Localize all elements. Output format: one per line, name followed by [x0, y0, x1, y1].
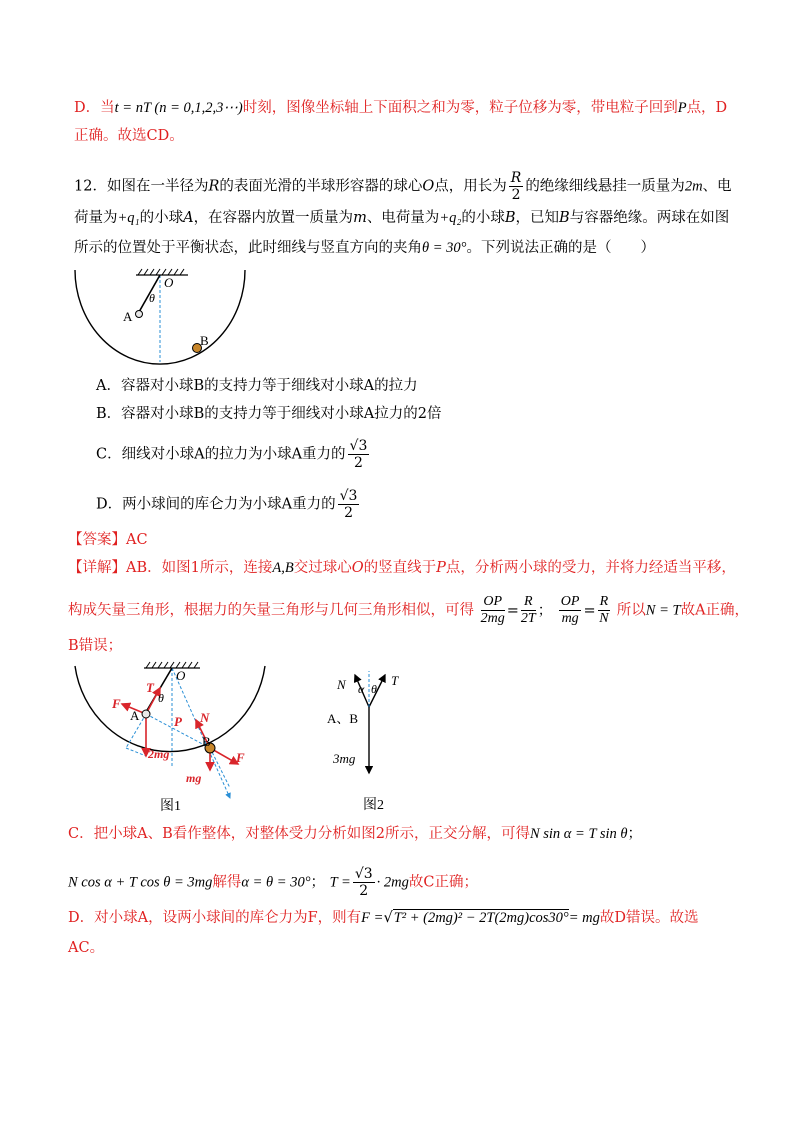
option-d — [96, 488, 361, 521]
equals-sign: = — [583, 602, 596, 619]
part-d-text: 故D错误。故选 — [599, 910, 699, 926]
frac-op-2mg — [481, 594, 505, 627]
q12-line1 — [74, 170, 732, 203]
q12-number: 12． — [74, 178, 107, 195]
detail-text: 的竖直线于 — [363, 560, 437, 576]
part-c-text: 解得 — [212, 874, 242, 891]
part-d-line1 — [68, 908, 698, 928]
fig1-label-f-right: F — [236, 750, 245, 765]
part-c-fraction — [353, 866, 375, 899]
part-c-line1 — [68, 824, 642, 844]
ceiling-hatch — [138, 269, 184, 275]
q12-text: 与容器绝缘。两球在如图 — [569, 210, 730, 226]
label-a: A — [123, 309, 133, 324]
prev-d-formula: t = nT (n = 0,1,2,3⋯) — [114, 100, 243, 116]
fig2-label-ab: A、B — [327, 711, 359, 726]
part-c-eq: T = — [329, 874, 351, 891]
label-b: B — [200, 333, 209, 348]
q12-var: θ = 30° — [422, 240, 467, 256]
detail-text: 交过球心 — [293, 560, 352, 576]
part-d-text: D．对小球A，设两小球间的库仑力为F，则有 — [68, 910, 362, 926]
fig1-ball-a — [142, 710, 150, 718]
option-c — [96, 438, 371, 471]
fig2-label-n: N — [337, 677, 346, 692]
q12-line3 — [74, 238, 655, 258]
prev-d-text: 时刻，图像坐标轴上下面积之和为零，粒子位移为零，带电粒子回到 — [242, 100, 678, 116]
q12-text: 、电荷量为 — [366, 210, 440, 226]
fig1-label-f-left: F — [112, 696, 121, 711]
detail-text: 故A正确， — [680, 602, 750, 619]
fig2-caption: 图2 — [363, 798, 384, 813]
frac-den: 2T — [520, 611, 536, 626]
q12-var: B — [559, 210, 570, 226]
option-c-text: C．细线对小球A的拉力为小球A重力的 — [96, 446, 346, 463]
fig1-label-o: O — [176, 668, 186, 683]
part-c-line2 — [68, 866, 478, 899]
part-d-eq: F = — [361, 910, 384, 926]
frac-r-n — [598, 594, 611, 627]
part-c-text: C．把小球A、B看作整体，对整体受力分析如图2所示，正交分解，可得 — [68, 826, 530, 842]
sqrt-radicand: T² + (2mg)² − 2T(2mg)cos30° — [393, 910, 569, 926]
detail-text: AB．如图1所示，连接 — [126, 560, 273, 576]
detail-var: O — [351, 560, 364, 576]
detail-label: 【详解】 — [68, 560, 126, 576]
q12-text: ，已知 — [515, 210, 560, 226]
frac-num: R — [510, 170, 522, 186]
part-d-eq: = mg — [568, 910, 600, 926]
q12-text: 。下列说法正确的是（ ） — [466, 240, 655, 256]
prev-d-tail: 点，D — [686, 100, 728, 116]
q12-text: 的绝缘细线悬挂一质量为 — [525, 178, 685, 195]
option-c-fraction — [348, 438, 370, 471]
frac-num: OP — [481, 594, 505, 611]
frac-r-2t — [521, 594, 536, 627]
q12-fraction — [509, 170, 524, 203]
fig1-force-arrows — [122, 688, 238, 770]
sqrt-expression: √T² + (2mg)² − 2T(2mg)cos30° — [383, 910, 569, 926]
frac-op-mg — [559, 594, 582, 627]
q12-var: R — [208, 178, 220, 195]
answer-label: 【答案】 — [68, 532, 126, 548]
detail-text: 所以 — [616, 602, 646, 619]
q12-line2 — [74, 208, 729, 228]
detail-text: 点，分析两小球的受力，并将力经适当平移， — [445, 560, 736, 576]
q12-text: 点，用长为 — [434, 178, 507, 195]
part-c-eq: · 2mg — [376, 874, 409, 891]
answer-line — [68, 530, 148, 550]
q12-text: ，在容器内放置一质量为 — [193, 210, 354, 226]
detail-line1 — [68, 558, 736, 578]
fig2-label-t: T — [391, 673, 399, 688]
part-c-eq: N sin α = T sin θ — [529, 826, 628, 842]
q12-text: 的小球 — [461, 210, 505, 226]
label-theta: θ — [149, 291, 155, 305]
frac-num: √3 — [354, 866, 373, 882]
q12-var: A — [183, 210, 194, 226]
detail-var: A,B — [272, 560, 294, 576]
q12-text: 的小球 — [139, 210, 184, 226]
frac-den: N — [599, 611, 609, 626]
frac-den: 2 — [354, 455, 363, 471]
option-d-text: D．两小球间的库仑力为小球A重力的 — [96, 496, 336, 513]
q12-var: B — [504, 210, 516, 226]
fig2-label-theta: θ — [371, 682, 377, 696]
frac-num: R — [521, 594, 536, 611]
option-b: B．容器对小球B的支持力等于细线对小球A拉力的2倍 — [96, 406, 442, 422]
prev-d-line1 — [74, 98, 727, 118]
frac-den: 2 — [511, 187, 521, 203]
fig1-label-2mg: 2mg — [148, 747, 170, 761]
part-d-line2: AC。 — [68, 940, 105, 956]
ball-a — [136, 311, 143, 318]
option-d-fraction — [338, 488, 360, 521]
part-c-text: 故C正确； — [408, 874, 479, 891]
part-c-text: ； — [627, 826, 643, 842]
q12-var: +q₂ — [439, 210, 462, 226]
q12-text: 的表面光滑的半球形容器的球心 — [219, 178, 423, 195]
q12-text: 荷量为 — [74, 210, 118, 226]
frac-den: 2mg — [480, 611, 505, 626]
frac-num: OP — [560, 594, 580, 609]
q12-var: O — [422, 178, 435, 195]
fig1-dashed-lines — [126, 668, 230, 798]
fig2-label-3mg: 3mg — [333, 751, 356, 766]
detail-line2 — [68, 594, 749, 627]
fig1-ceiling-hatch — [146, 662, 198, 668]
prev-d-point: P — [677, 100, 687, 116]
part-c-text: ； — [310, 874, 326, 891]
detail-line3: B错误； — [68, 638, 123, 654]
fig1-label-t: T — [146, 680, 154, 695]
q12-text: 、电 — [702, 178, 732, 195]
answer-value: AC — [126, 532, 148, 548]
frac-num: √3 — [349, 438, 368, 454]
detail-text: 构成矢量三角形，根据力的矢量三角形与几何三角形相似，可得 — [68, 602, 474, 619]
label-o: O — [164, 275, 174, 290]
detail-var: P — [436, 560, 446, 576]
part-c-eq: α = θ = 30° — [241, 874, 311, 891]
q12-var: m — [353, 210, 367, 226]
fig1-label-n: N — [200, 710, 210, 725]
fig1-label-mg: mg — [186, 771, 202, 785]
semicolon: ； — [537, 602, 553, 619]
fig1-bowl — [75, 666, 265, 752]
frac-den: 2 — [359, 883, 369, 899]
figure-2 — [325, 665, 425, 815]
fig1-label-p: P — [174, 714, 182, 729]
similar-triangle-eqs — [479, 594, 617, 626]
part-c-eq: N cos α + T cos θ = 3mg — [68, 874, 213, 891]
fig1-label-a: A — [130, 708, 140, 723]
frac-den: 2 — [344, 505, 353, 521]
prev-d-prefix: D．当 — [74, 100, 115, 116]
figure-1 — [70, 658, 280, 818]
fig1-caption: 图1 — [160, 799, 181, 814]
frac-num: R — [599, 594, 609, 609]
q12-var: 2m — [684, 178, 703, 195]
fig1-label-theta: θ — [158, 691, 164, 705]
fig2-label-alpha: α — [358, 682, 365, 696]
frac-den: mg — [561, 611, 579, 626]
detail-var: N = T — [645, 602, 681, 619]
frac-num: √3 — [339, 488, 358, 504]
q12-var: +q₁ — [117, 210, 140, 226]
option-a: A．容器对小球B的支持力等于细线对小球A的拉力 — [96, 378, 418, 394]
q12-text: 所示的位置处于平衡状态，此时细线与竖直方向的夹角 — [74, 240, 422, 256]
bowl-figure — [70, 265, 260, 365]
fig1-label-b: B — [202, 734, 211, 749]
equals-sign: = — [506, 602, 519, 619]
prev-d-line2: 正确。故选CD。 — [74, 128, 184, 144]
q12-text: 如图在一半径为 — [106, 178, 209, 195]
